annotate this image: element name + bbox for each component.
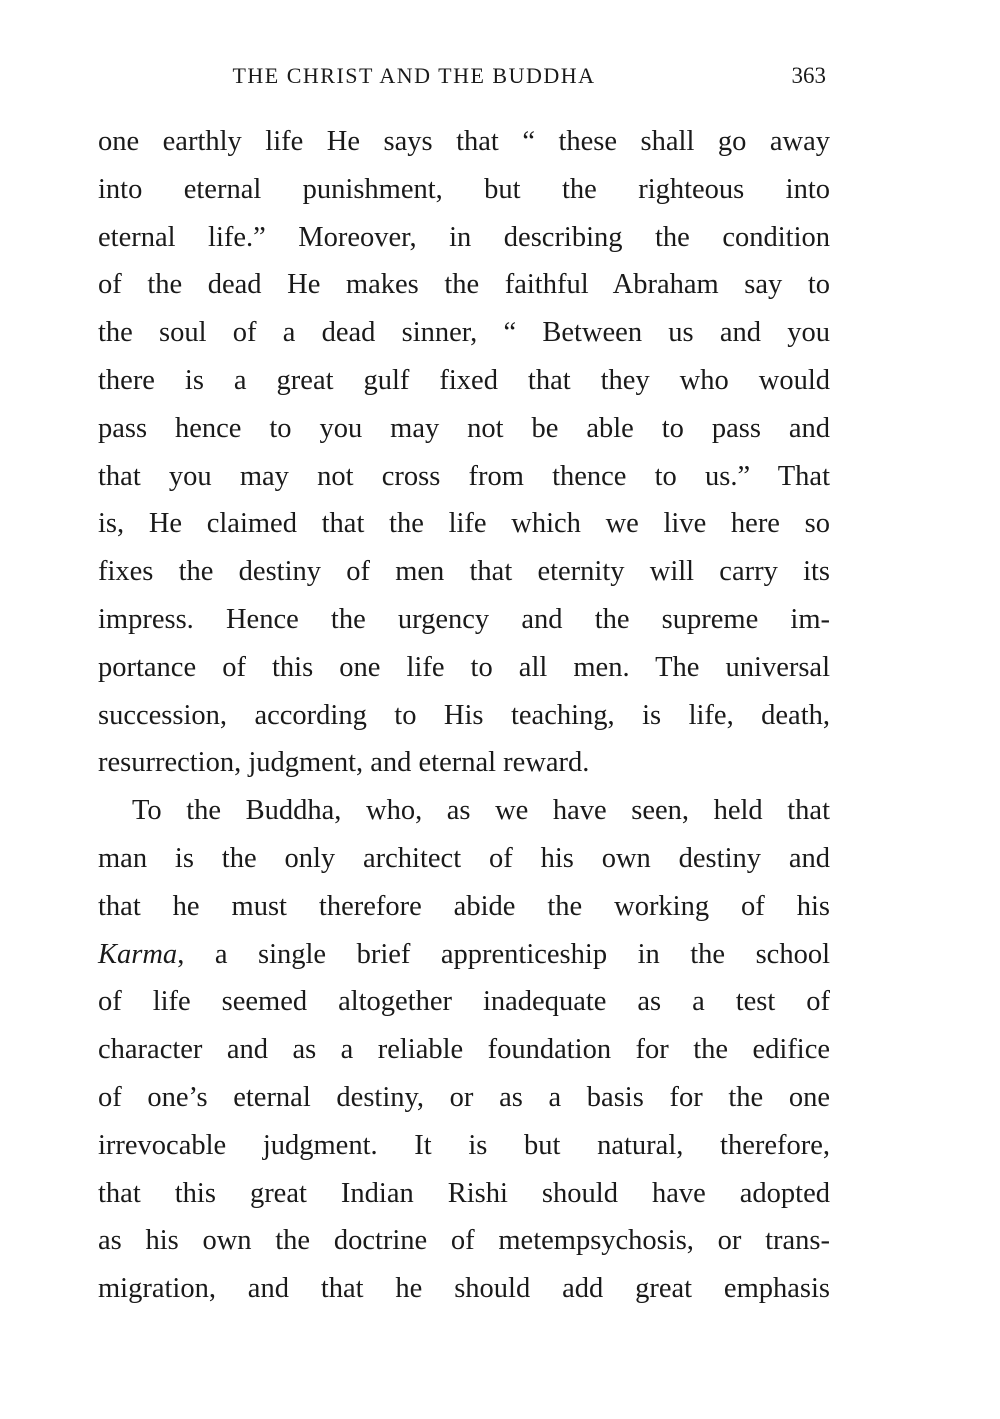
paragraph-1 bbox=[98, 118, 830, 787]
text-line: character and as a reliable foundation for the edifice bbox=[98, 1034, 830, 1066]
text-line: pass hence to you may not be able to pass and bbox=[98, 412, 830, 444]
text-line: that this great Indian Rishi should have adopted bbox=[98, 1177, 830, 1209]
text-line: succession, according to His teaching, is life, death, bbox=[98, 699, 830, 731]
body-text bbox=[98, 118, 830, 1313]
text-line: as his own the doctrine of metempsychosis, or trans- bbox=[98, 1225, 830, 1257]
text-line: impress. Hence the urgency and the supreme im- bbox=[98, 603, 830, 635]
page-number: 363 bbox=[791, 63, 826, 88]
text-line: eternal life.” Moreover, in describing the condition bbox=[98, 221, 830, 253]
text-line: irrevocable judgment. It is but natural, therefore, bbox=[98, 1129, 830, 1161]
text-line: of one’s eternal destiny, or as a basis for the one bbox=[98, 1081, 830, 1113]
running-head bbox=[98, 58, 830, 94]
text-line: To the Buddha, who, as we have seen, held that bbox=[132, 795, 830, 827]
text-line: migration, and that he should add great emphasis bbox=[98, 1273, 830, 1305]
text-line: portance of this one life to all men. The universal bbox=[98, 651, 830, 683]
text-line: man is the only architect of his own destiny and bbox=[98, 842, 830, 874]
text-line: that you may not cross from thence to us.” That bbox=[98, 460, 830, 492]
text-line-rest: , a single brief apprenticeship in the school bbox=[177, 938, 830, 970]
text-line: there is a great gulf fixed that they who would bbox=[98, 364, 830, 396]
text-line-with-italic bbox=[98, 931, 830, 979]
text-line: into eternal punishment, but the righteous into bbox=[98, 173, 830, 205]
text-line: of the dead He makes the faithful Abraham say to bbox=[98, 269, 830, 301]
text-line: is, He claimed that the life which we live here so bbox=[98, 508, 830, 540]
running-title: THE CHRIST AND THE BUDDHA bbox=[232, 63, 596, 88]
text-line: fixes the destiny of men that eternity will carry its bbox=[98, 556, 830, 588]
text-line: of life seemed altogether inadequate as a test of bbox=[98, 986, 830, 1018]
text-line: one earthly life He says that “ these shall go away bbox=[98, 126, 830, 157]
paragraph-2 bbox=[98, 787, 830, 1313]
italic-term: Karma bbox=[98, 938, 178, 970]
text-line: resurrection, judgment, and eternal reward. bbox=[98, 747, 590, 779]
text-line: the soul of a dead sinner, “ Between us and you bbox=[98, 317, 830, 349]
text-line: that he must therefore abide the working of his bbox=[98, 890, 830, 922]
